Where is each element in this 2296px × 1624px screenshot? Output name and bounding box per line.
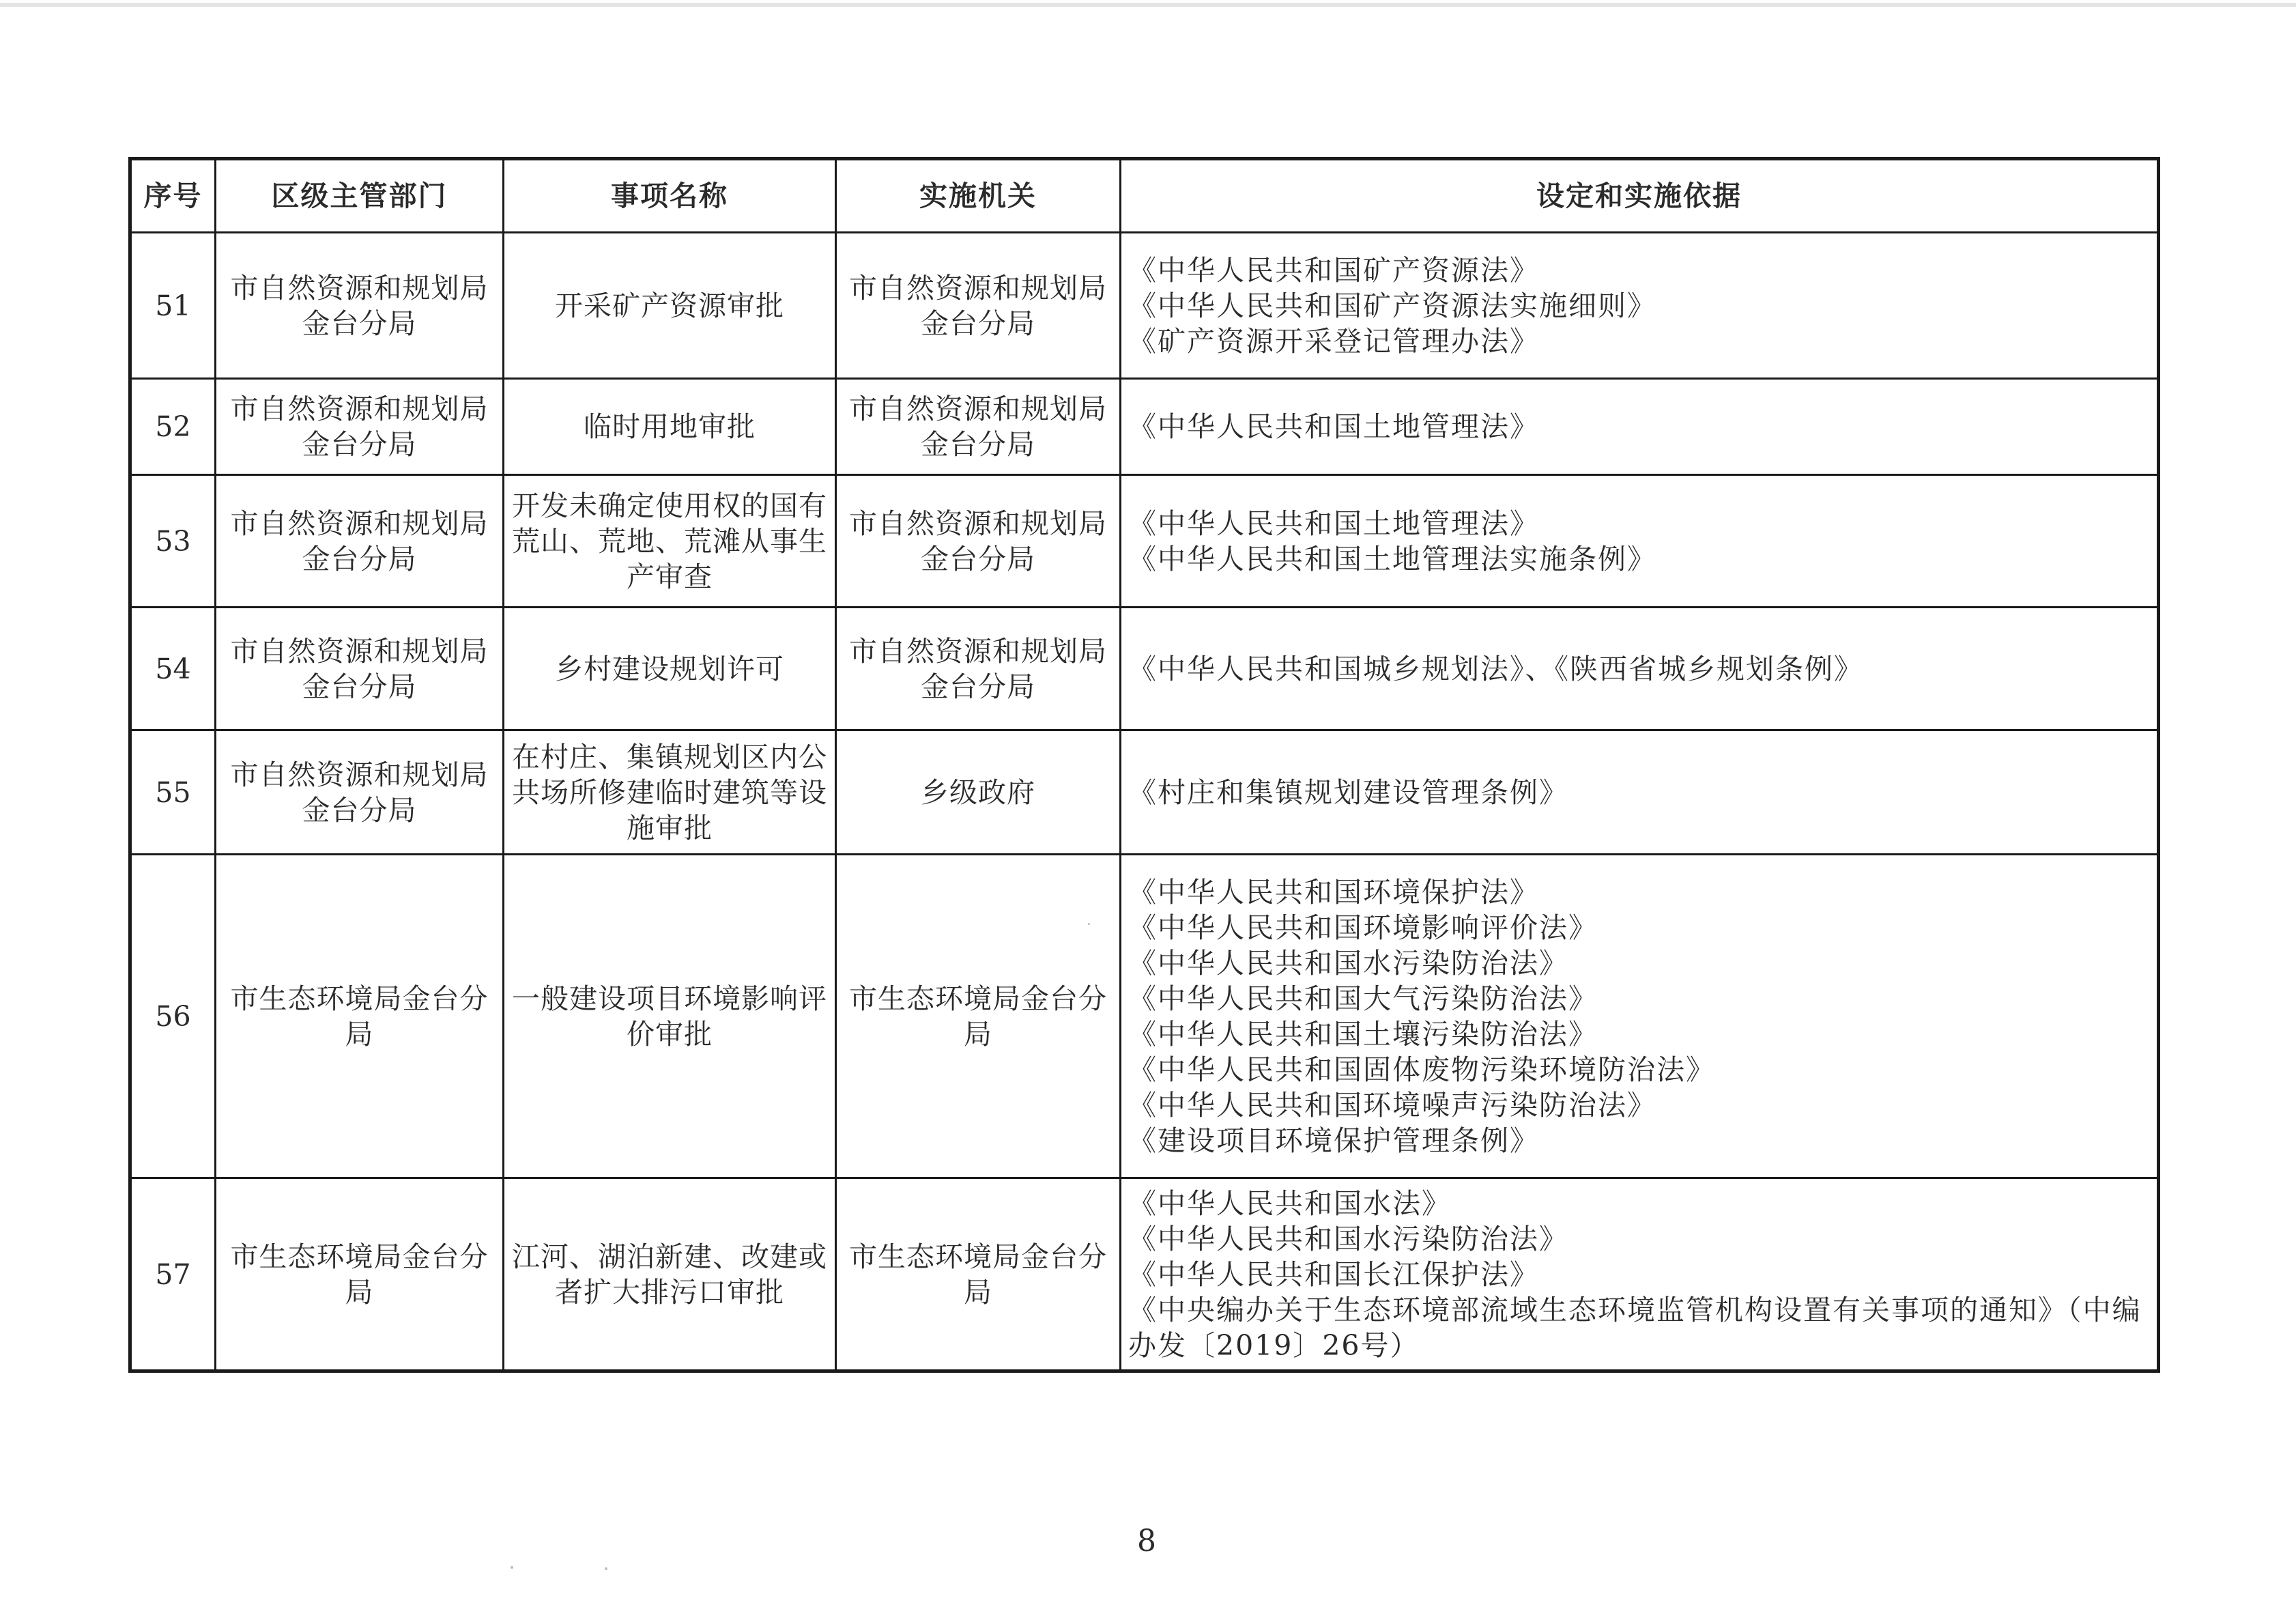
basis-line: 《中华人民共和国城乡规划法》、《陕西省城乡规划条例》 xyxy=(1128,652,1863,685)
basis-line: 《中央编办关于生态环境部流域生态环境监管机构设置有关事项的通知》（中编办发〔2019〕26号） xyxy=(1128,1293,2142,1362)
row-no: 56 xyxy=(130,855,216,1178)
basis-line: 《中华人民共和国环境保护法》 xyxy=(1128,875,1539,909)
table-row xyxy=(130,1178,2159,1371)
basis-line: 《中华人民共和国长江保护法》 xyxy=(1128,1257,1539,1291)
scan-speck xyxy=(605,1567,607,1570)
row-dept: 市自然资源和规划局金台分局 xyxy=(216,730,504,855)
row-no: 52 xyxy=(130,379,216,475)
row-dept: 市自然资源和规划局金台分局 xyxy=(216,475,504,608)
row-item: 开采矿产资源审批 xyxy=(504,233,836,379)
basis-line: 《中华人民共和国土地管理法》 xyxy=(1128,410,1539,443)
row-no: 57 xyxy=(130,1178,216,1371)
header-item: 事项名称 xyxy=(504,159,836,233)
header-row xyxy=(130,159,2159,233)
row-basis xyxy=(1121,855,2159,1178)
row-basis xyxy=(1121,608,2159,730)
administrative-items-table xyxy=(128,157,2160,1373)
basis-line: 《中华人民共和国土地管理法》 xyxy=(1128,507,1539,540)
row-org: 市生态环境局金台分局 xyxy=(836,855,1121,1178)
row-item: 在村庄、集镇规划区内公共场所修建临时建筑等设施审批 xyxy=(504,730,836,855)
basis-line: 《中华人民共和国水污染防治法》 xyxy=(1128,946,1568,980)
basis-line: 《矿产资源开采登记管理办法》 xyxy=(1128,324,1539,358)
row-item: 乡村建设规划许可 xyxy=(504,608,836,730)
table-row xyxy=(130,233,2159,379)
row-no: 55 xyxy=(130,730,216,855)
basis-line: 《中华人民共和国水法》 xyxy=(1128,1186,1451,1220)
table-row xyxy=(130,855,2159,1178)
table-row xyxy=(130,730,2159,855)
scan-speck xyxy=(511,1566,513,1569)
header-org: 实施机关 xyxy=(836,159,1121,233)
header-no: 序号 xyxy=(130,159,216,233)
basis-line: 《中华人民共和国土壤污染防治法》 xyxy=(1128,1017,1598,1051)
basis-line: 《中华人民共和国固体废物污染环境防治法》 xyxy=(1128,1053,1715,1086)
row-item: 一般建设项目环境影响评价审批 xyxy=(504,855,836,1178)
basis-line: 《中华人民共和国土地管理法实施条例》 xyxy=(1128,542,1656,575)
row-org: 市自然资源和规划局金台分局 xyxy=(836,475,1121,608)
row-no: 53 xyxy=(130,475,216,608)
row-item: 江河、湖泊新建、改建或者扩大排污口审批 xyxy=(504,1178,836,1371)
header-basis: 设定和实施依据 xyxy=(1121,159,2159,233)
basis-line: 《建设项目环境保护管理条例》 xyxy=(1128,1124,1539,1157)
row-item: 临时用地审批 xyxy=(504,379,836,475)
row-basis xyxy=(1121,475,2159,608)
row-org: 市自然资源和规划局金台分局 xyxy=(836,233,1121,379)
row-basis xyxy=(1121,379,2159,475)
basis-line: 《中华人民共和国矿产资源法》 xyxy=(1128,253,1539,287)
row-org: 市生态环境局金台分局 xyxy=(836,1178,1121,1371)
row-basis xyxy=(1121,233,2159,379)
table-row xyxy=(130,475,2159,608)
row-dept: 市生态环境局金台分局 xyxy=(216,855,504,1178)
scan-speck xyxy=(1088,923,1090,925)
basis-line: 《中华人民共和国环境影响评价法》 xyxy=(1128,911,1598,944)
page-number: 8 xyxy=(1137,1524,1156,1558)
table-row xyxy=(130,379,2159,475)
table-row xyxy=(130,608,2159,730)
row-org: 市自然资源和规划局金台分局 xyxy=(836,379,1121,475)
row-dept: 市自然资源和规划局金台分局 xyxy=(216,608,504,730)
basis-line: 《中华人民共和国矿产资源法实施细则》 xyxy=(1128,289,1656,322)
row-org: 市自然资源和规划局金台分局 xyxy=(836,608,1121,730)
row-no: 54 xyxy=(130,608,216,730)
row-basis xyxy=(1121,1178,2159,1371)
row-item: 开发未确定使用权的国有荒山、荒地、荒滩从事生产审查 xyxy=(504,475,836,608)
scan-top-edge xyxy=(0,3,2296,7)
row-basis xyxy=(1121,730,2159,855)
basis-line: 《中华人民共和国环境噪声污染防治法》 xyxy=(1128,1088,1656,1122)
basis-line: 《中华人民共和国水污染防治法》 xyxy=(1128,1222,1568,1255)
basis-line: 《中华人民共和国大气污染防治法》 xyxy=(1128,982,1598,1015)
row-dept: 市自然资源和规划局金台分局 xyxy=(216,233,504,379)
row-dept: 市生态环境局金台分局 xyxy=(216,1178,504,1371)
header-dept: 区级主管部门 xyxy=(216,159,504,233)
row-no: 51 xyxy=(130,233,216,379)
row-dept: 市自然资源和规划局金台分局 xyxy=(216,379,504,475)
row-org: 乡级政府 xyxy=(836,730,1121,855)
basis-line: 《村庄和集镇规划建设管理条例》 xyxy=(1128,775,1568,809)
